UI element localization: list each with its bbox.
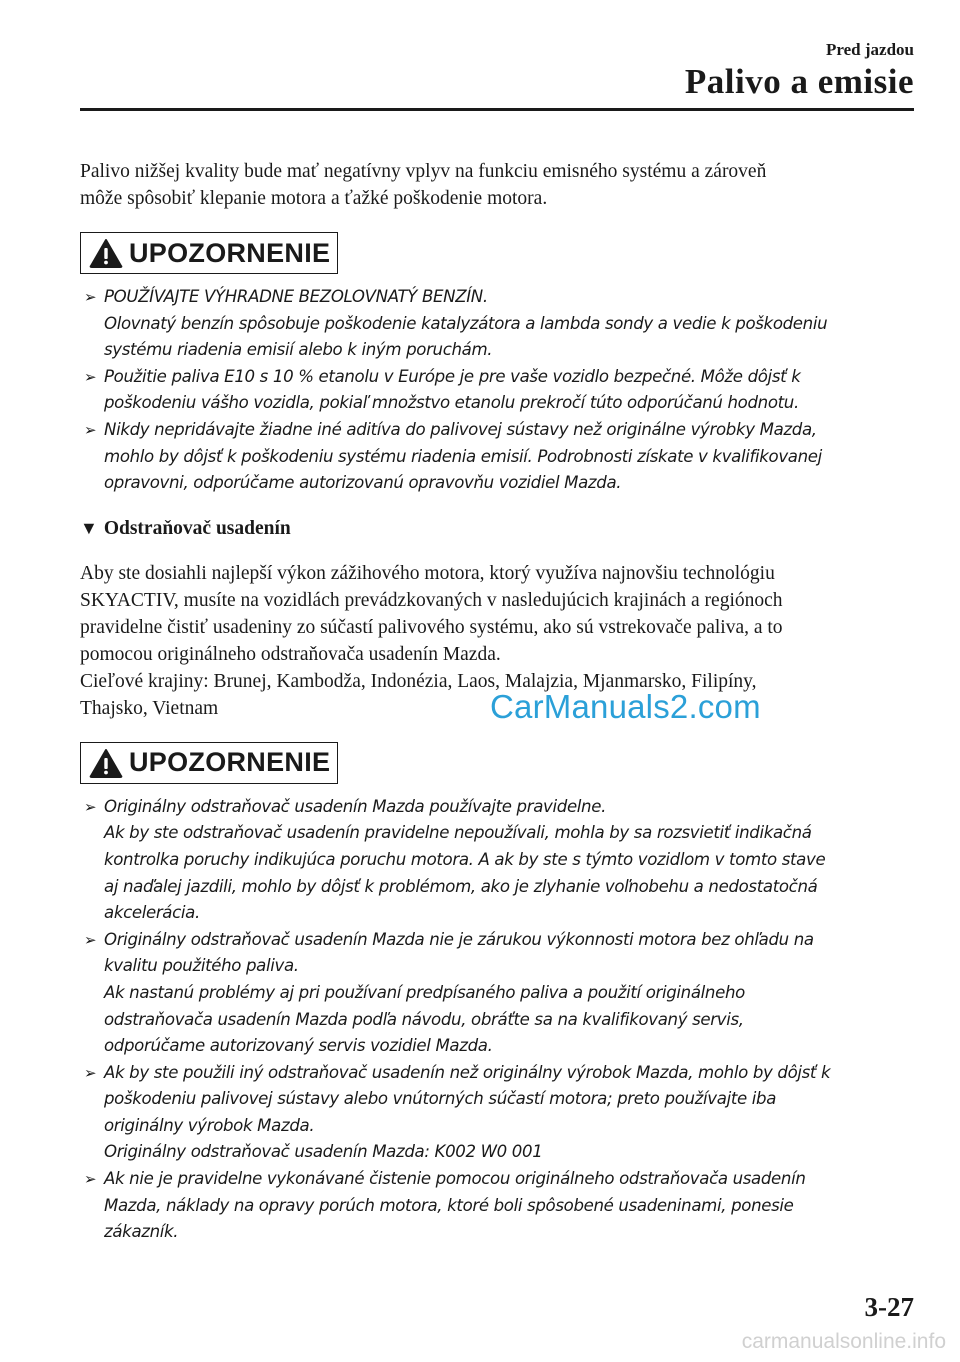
warning-line: Nikdy nepridávajte žiadne iné aditíva do palivovej sústavy než originálne výrobky Mazda, bbox=[104, 419, 817, 439]
warning-line: poškodeniu palivovej sústavy alebo vnútorných súčastí motora; preto používajte iba bbox=[104, 1089, 777, 1109]
warning-line: kvalitu použitého paliva. bbox=[104, 956, 299, 976]
warning-line: Originálny odstraňovač usadenín Mazda: K002 W0 001 bbox=[104, 1142, 543, 1162]
warning-line: akcelerácia. bbox=[104, 903, 200, 923]
warning-item bbox=[80, 417, 914, 497]
warning-item bbox=[80, 927, 914, 1060]
warning-item bbox=[80, 1060, 914, 1166]
warning-line: Originálny odstraňovač usadenín Mazda používajte pravidelne. bbox=[104, 796, 607, 816]
arrow-bullet-icon: ➢ bbox=[84, 1170, 97, 1189]
warning-triangle-icon bbox=[89, 748, 123, 778]
warning-line: aj naďalej jazdili, mohlo by dôjsť k problémom, ako je zlyhanie voľnobehu a nedostatočná bbox=[104, 876, 818, 896]
section-name: Pred jazdou bbox=[826, 40, 914, 59]
body-line: Thajsko, Vietnam bbox=[80, 697, 219, 719]
subheading-text: Odstraňovač usadenín bbox=[103, 517, 291, 539]
arrow-bullet-icon: ➢ bbox=[84, 420, 97, 439]
warning-line: opravovni, odporúčame autorizovanú opravovňu vozidiel Mazda. bbox=[104, 473, 622, 493]
page-header bbox=[80, 40, 914, 102]
warning-label: UPOZORNENIE bbox=[129, 237, 331, 268]
arrow-bullet-icon: ➢ bbox=[84, 1063, 97, 1082]
section-subheading bbox=[80, 515, 914, 542]
warning-list bbox=[80, 794, 914, 1246]
warning-item bbox=[80, 794, 914, 927]
body-line: Aby ste dosiahli najlepší výkon zážihového motora, ktorý využíva najnovšiu technológiu bbox=[80, 562, 775, 584]
warning-triangle-icon bbox=[89, 238, 123, 268]
arrow-bullet-icon: ➢ bbox=[84, 367, 97, 386]
warning-item bbox=[80, 364, 914, 417]
warning-line: kontrolka poruchy indikujúca poruchu motora. A ak by ste s týmto vozidlom v tomto stave bbox=[104, 849, 826, 869]
footer-site-link[interactable]: carmanualsonline.info bbox=[741, 1330, 946, 1353]
intro-paragraph bbox=[80, 158, 914, 212]
header-divider bbox=[80, 108, 914, 111]
warning-line: Ak nie je pravidelne vykonávané čistenie pomocou originálneho odstraňovača usadenín bbox=[104, 1169, 806, 1189]
arrow-bullet-icon: ➢ bbox=[84, 797, 97, 816]
warning-line: mohlo by dôjsť k poškodeniu systému riadenia emisií. Podrobnosti získate v kvalifikovanej bbox=[104, 446, 822, 466]
warning-line: POUŽÍVAJTE VÝHRADNE BEZOLOVNATÝ BENZÍN. bbox=[104, 287, 488, 306]
warning-label: UPOZORNENIE bbox=[129, 747, 331, 778]
watermark: CarManuals2.com bbox=[490, 688, 761, 725]
arrow-bullet-icon: ➢ bbox=[84, 930, 97, 949]
intro-line: môže spôsobiť klepanie motora a ťažké poškodenie motora. bbox=[80, 188, 548, 209]
warning-line: zákazník. bbox=[104, 1222, 179, 1242]
triangle-down-icon: ▼ bbox=[80, 517, 98, 538]
warning-list bbox=[80, 284, 914, 497]
warning-line: poškodeniu vášho vozidla, pokiaľ množstvo etanolu prekročí túto odporúčanú hodnotu. bbox=[104, 393, 799, 413]
body-line: Cieľové krajiny: Brunej, Kambodža, Indonézia, Laos, Malajzia, Mjanmarsko, Filipíny, bbox=[80, 670, 757, 692]
page-number: 3-27 bbox=[864, 1292, 914, 1322]
warning-box bbox=[80, 232, 338, 274]
warning-line: Použitie paliva E10 s 10 % etanolu v Európe je pre vaše vozidlo bezpečné. Môže dôjsť k bbox=[104, 366, 801, 386]
body-line: SKYACTIV, musíte na vozidlách prevádzkovaných v nasledujúcich krajinách a regiónoch bbox=[80, 589, 783, 611]
warning-box bbox=[80, 742, 338, 784]
warning-line: originálny výrobok Mazda. bbox=[104, 1115, 315, 1135]
warning-line: Originálny odstraňovač usadenín Mazda nie je zárukou výkonnosti motora bez ohľadu na bbox=[104, 929, 814, 949]
page-title: Palivo a emisie bbox=[684, 62, 914, 101]
warning-line: Mazda, náklady na opravy porúch motora, ktoré boli spôsobené usadeninami, ponesie bbox=[104, 1195, 794, 1215]
warning-line: Ak by ste odstraňovač usadenín pravidelne nepoužívali, mohla by sa rozsvietiť indikačná bbox=[104, 823, 812, 843]
warning-line: Ak by ste použili iný odstraňovač usadenín než originálny výrobok Mazda, mohlo by dôjsť k bbox=[104, 1062, 831, 1082]
warning-line: Ak nastanú problémy aj pri používaní predpísaného paliva a použití originálneho bbox=[104, 982, 745, 1002]
warning-line: systému riadenia emisií alebo k iným poruchám. bbox=[104, 340, 493, 360]
warning-item bbox=[80, 284, 914, 364]
warning-line: Olovnatý benzín spôsobuje poškodenie katalyzátora a lambda sondy a vedie k poškodeniu bbox=[104, 313, 828, 333]
body-line: pravidelne čistiť usadeniny zo súčastí palivového systému, ako sú vstrekovače paliva, a to bbox=[80, 616, 783, 638]
arrow-bullet-icon: ➢ bbox=[84, 288, 97, 306]
intro-line: Palivo nižšej kvality bude mať negatívny vplyv na funkciu emisného systému a zároveň bbox=[80, 161, 767, 182]
warning-line: odstraňovača usadenín Mazda podľa návodu, obráťte sa na kvalifikovaný servis, bbox=[104, 1009, 744, 1029]
body-line: pomocou originálneho odstraňovača usadenín Mazda. bbox=[80, 643, 501, 665]
warning-line: odporúčame autorizovaný servis vozidiel Mazda. bbox=[104, 1036, 493, 1056]
warning-item bbox=[80, 1166, 914, 1246]
